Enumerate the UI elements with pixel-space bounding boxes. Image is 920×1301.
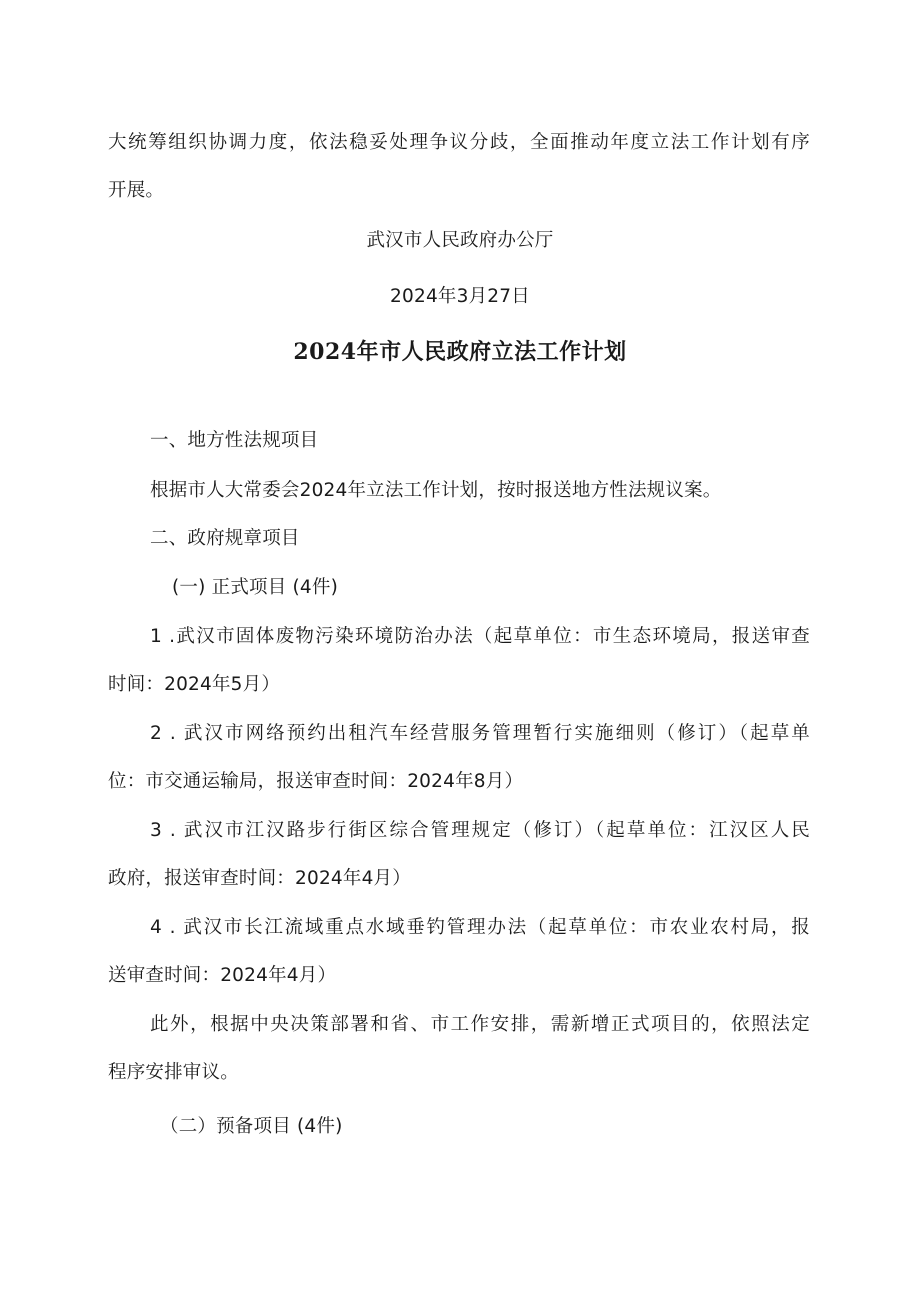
subsection-reserve-heading: （二）预备项目 (4件) [160, 1116, 343, 1137]
section-1-body: 根据市人大常委会2024年立法工作计划，按时报送地方性法规议案。 [150, 480, 722, 501]
item-1-line-1: 1 .武汉市固体废物污染环境防治办法（起草单位：市生态环境局，报送审查 [150, 626, 810, 647]
intro-paragraph-line-1: 大统筹组织协调力度，依法稳妥处理争议分歧，全面推动年度立法工作计划有序 [108, 132, 810, 153]
item-2-line-2: 位：市交通运输局，报送审查时间：2024年8月） [108, 771, 524, 792]
item-3-line-2: 政府，报送审查时间：2024年4月） [108, 868, 411, 889]
document-title: 2024年市人民政府立法工作计划 [293, 339, 627, 365]
subsection-formal-heading: (一) 正式项目 (4件) [172, 577, 339, 598]
item-4-line-2: 送审查时间：2024年4月） [108, 965, 337, 986]
issuer-name: 武汉市人民政府办公厅 [366, 230, 554, 251]
item-2-line-1: 2 . 武汉市网络预约出租汽车经营服务管理暂行实施细则（修订）（起草单 [150, 723, 810, 744]
section-1-heading: 一、地方性法规项目 [150, 430, 319, 451]
intro-paragraph-line-2: 开展。 [108, 180, 165, 201]
issue-date: 2024年3月27日 [390, 286, 530, 307]
note-paragraph-line-1: 此外，根据中央决策部署和省、市工作安排，需新增正式项目的，依照法定 [150, 1014, 810, 1035]
item-4-line-1: 4 . 武汉市长江流域重点水域垂钓管理办法（起草单位：市农业农村局，报 [150, 917, 810, 938]
section-2-heading: 二、政府规章项目 [150, 528, 300, 549]
item-1-line-2: 时间：2024年5月） [108, 674, 281, 695]
item-3-line-1: 3 . 武汉市江汉路步行街区综合管理规定（修订）（起草单位：江汉区人民 [150, 820, 810, 841]
note-paragraph-line-2: 程序安排审议。 [108, 1062, 239, 1083]
